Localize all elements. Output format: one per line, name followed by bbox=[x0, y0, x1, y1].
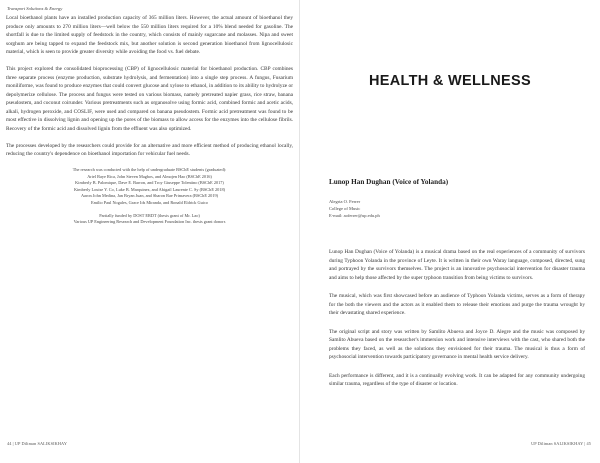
author-email: E-mail: aoferrer@up.edu.ph bbox=[329, 212, 380, 218]
right-page bbox=[300, 0, 600, 463]
article-header bbox=[329, 178, 585, 186]
credit-line: Ariel Raye Rica, John Steven Magbos, and Almojen Hao (BSChE 2016) bbox=[87, 173, 212, 179]
credit-line: Aaron John Medina, Jan Bryan Juan, and Sharon Rae Primavera (BSChE 2019) bbox=[80, 193, 219, 199]
right-column bbox=[329, 248, 585, 399]
body-paragraph: This project explored the consolidated bioprocessing (CBP) of lignocellulosic material for bioethanol production. CBP combines three separate process (enzyme production, substrate hydrolysis, and fermentation) into a single step process. A fungus, Fusarium moniliforme, was found to produce enzymes that could convert glucose and xylose to ethanol, in addition to its ability to hydrolyze or depolymerize cellulose. The process and fungus were tested on various biomass, namely pretreated napier grass, rice straw, banana pseudostem, and coconut coirunder. Various pretreatments such as organosolve using formic acid, combined formic and acetic acids, alkali, hydrogen peroxide, and COSLIF, were used and compared on banana pseudostem. Formic acid pretreatment was found to be most effective in dissolving lignin and opening up the pores of the biomass to allow access for the enzymes into the cellulose fibrils. Recovery of the formic acid and dissolved lignin from the effluent was also optimized. bbox=[6, 66, 293, 132]
left-column bbox=[6, 14, 293, 226]
credit-line: Kimberly Louise Y. Co, Luke B. Marquinez, and Abigail Laurente C. Sy (BSChE 2018) bbox=[73, 186, 226, 192]
author-byline bbox=[329, 199, 585, 219]
body-paragraph: Each performance is different, and it is a continually evolving work. It can be adapted for any community undergoing similar trauma, regardless of the type of disaster or location. bbox=[329, 372, 585, 387]
credit-line: Emilio Paul Nogales, Grace Ids Miranda, and Ronald Eldrick Guico bbox=[90, 199, 209, 205]
body-paragraph: Lunop Han Dughan (Voice of Yolanda) is a musical drama based on the real experiences of a community of survivors during Typhoon Yolanda in the province of Leyte. It is written in their own Waray language, composed, directed, sung and portrayed by the survivors themselves. The project is an innovative psychosocial intervention for disaster trauma and aims to help those affected by the super typhoon transition from being victims to survivors. bbox=[329, 249, 585, 281]
page-footer-left: 44 | UP Diliman SALIKSIKHAY bbox=[7, 441, 68, 446]
section-title: HEALTH & WELLNESS bbox=[369, 73, 531, 89]
funding-line: Various UP Engineering Research and Development Foundation Inc. thesis grant donors bbox=[73, 219, 226, 225]
credit-line: The research was conducted with the help of undergraduate BSChE students (graduated): bbox=[72, 167, 227, 172]
body-paragraph: The musical, which was first showcased before an audience of Typhoon Yolanda victims, serves as a form of therapy for the both the viewers and the actors as it enabled them to release their emotions and purge the trauma wrought by their devastating shared experience. bbox=[329, 293, 585, 316]
page-footer-right: UP Diliman SALIKSIKHAY | 45 bbox=[531, 441, 591, 446]
body-paragraph: The processes developed by the researchers could provide for an alternative and more efficient method of producing ethanol locally, reducing the country's dependence on bioethanol importation for vehicular fuel needs. bbox=[6, 142, 293, 157]
credit-line: Kimberly B. Palomique, Dave E. Barron, and Troy Giuseppe Tolentino (BSChE 2017) bbox=[75, 180, 224, 186]
funding-line: Partially funded by DOST ERDT (thesis grant of Mr. Lao) bbox=[99, 212, 200, 218]
article-title: Lunop Han Dughan (Voice of Yolanda) bbox=[329, 178, 449, 186]
research-credits bbox=[6, 167, 293, 226]
body-paragraph: The original script and story was written by Samlito Abueva and Joyce D. Alegre and the music was composed by Samlito Abueva based on the researcher's immersion work and intensive interviews with the cast, who shared both the problems they faced, as well as the solutions they envisioned for their trauma. The musical is thus a form of psychosocial intervention towards participatory governance in mental health service delivery. bbox=[329, 328, 585, 360]
author-name: Alegria O. Ferrer bbox=[329, 199, 361, 204]
body-paragraph: Local bioethanol plants have an installed production capacity of 365 million liters. However, the actual amount of bioethanol they produce only amounts to 270 million liters—well below the 550 million liters required for a 10% blend needed for gasoline. The shortfall is due to the limited supply of feedstock in the country, which consists of mainly sugarcane and molasses. Nipa and sweet sorghum are being tapped to expand the feedstock mix, but another solution is second generation bioethanol from lignocellulosic material, which is seen to provide greater diversity while avoiding the food vs. fuel debate. bbox=[6, 15, 293, 55]
running-head: Transport Solutions & Energy bbox=[7, 6, 63, 11]
author-unit: College of Music bbox=[329, 205, 361, 211]
